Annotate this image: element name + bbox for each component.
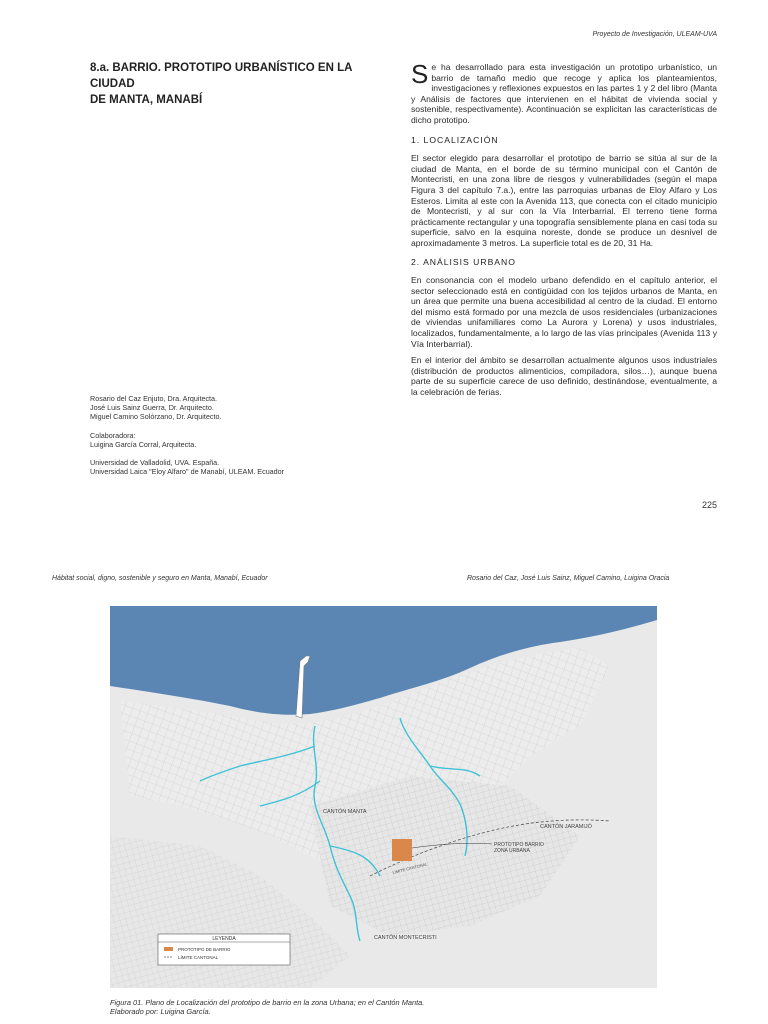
label-canton-manta: CANTÓN MANTA: [323, 809, 367, 815]
caption-line-1: Figura 01. Plano de Localización del prototipo de barrio en la zona Urbana; en el Cantón Manta.: [110, 998, 425, 1007]
intro-paragraph: [411, 59, 717, 126]
prototype-area: [392, 839, 412, 861]
running-header: Proyecto de Investigación, ULEAM-UVA: [592, 31, 717, 38]
intro-text: e ha desarrollado para esta investigación un prototipo urbanístico, un barrio de tamaño medio que recoge y aplica los planteamientos, investigaciones y reflexiones expuestos en las partes 1 y 2 del libro (Manta y Análisis de factores que intervienen en el hábitat de vivienda social y sostenible, respectivamente). Acontinuación se explicitan las características de dicho prototipo.: [411, 62, 717, 125]
heading-localizacion: 1. LOCALIZACIÓN: [411, 134, 499, 145]
label-prototipo-1: PROTOTIPO BARRIO: [494, 842, 544, 848]
location-map: [110, 606, 657, 988]
spread-header-left: Hábitat social, digno, sostenible y seguro en Manta, Manabí, Ecuador: [52, 575, 268, 582]
map-svg: [110, 606, 657, 988]
label-canton-montecristi: CANTÓN MONTECRISTI: [374, 935, 437, 941]
label-limite: LÍMITE CANTONAL: [392, 861, 428, 875]
paragraph-analisis-2: En el interior del ámbito se desarrollan actualmente algunos usos industriales (distribución de productos alimenticios, compiladora, silos…), aunque buena parte de su superficie carece de uso definido, destinándose, eventualmente, a la celebración de ferias.: [411, 355, 717, 398]
map-legend: [158, 934, 290, 965]
paragraph-localizacion: El sector elegido para desarrollar el prototipo de barrio se sitúa al sur de la ciudad de Manta, en el borde de su término municipal con el Cantón de Montecristi, en una zona libre de riesgos y vulnerabilidades (según el mapa Figura 3 del capítulo 7.a.), entre las parroquias urbanas de Eloy Alfaro y Los Esteros. Limita al este con la Avenida 113, que conecta con el citado municipio de Montecristi, y al sur con la Vía Interbarrial. El terreno tiene forma prácticamente rectangular y una topografía sensiblemente plana en casi toda su superficie, salvo en la esquina noreste, donde se produce un desnivel de aproximadamente 3 metros. La superficie total es de 20, 31 Ha.: [411, 153, 717, 248]
caption-line-2: Elaborado por: Luigina García.: [110, 1007, 211, 1016]
institution-line: Universidad Laica "Eloy Alfaro" de Manabí, ULEAM. Ecuador: [90, 467, 285, 477]
heading-analisis: 2. ANÁLISIS URBANO: [411, 256, 516, 267]
legend-title: LEYENDA: [212, 936, 236, 942]
section-title: [90, 60, 390, 108]
legend-swatch-prototype: [164, 947, 173, 951]
page-number: 225: [701, 500, 717, 510]
label-prototipo-2: ZONA URBANA: [494, 848, 530, 854]
paragraph-analisis-1: En consonancia con el modelo urbano defendido en el capítulo anterior, el sector seleccionado está en contigüidad con los tejidos urbanos de Manta, en un área que permite una buena accesibilidad al centro de la ciudad. El entorno del mismo está formado por una mezcla de usos residenciales (urbanizaciones de viviendas unifamiliares como La Aurora y Lorena) y usos industriales, localizados, fundamentalmente, a lo largo de las vías principales (Avenida 113 y Vía Interbarrial).: [411, 275, 717, 349]
collaborator-name: Luigina García Corral, Arquitecta.: [90, 439, 197, 449]
author-line: Miguel Camino Solórzano, Dr. Arquitecto.: [90, 412, 222, 422]
legend-item-prototype: PROTOTIPO DE BARRIO: [178, 947, 231, 952]
title-line-2: DE MANTA, MANABÍ: [90, 94, 203, 106]
body-column: [411, 59, 717, 398]
institution-line: Universidad de Valladolid, UVA. España.: [90, 458, 220, 468]
title-line-1: 8.a. BARRIO. PROTOTIPO URBANÍSTICO EN LA CIUDAD: [90, 62, 352, 90]
author-line: José Luis Sainz Guerra, Dr. Arquitecto.: [90, 403, 214, 413]
spread-header-right: Rosario del Caz, José Luis Sainz, Miguel Camino, Luigina Oracia: [467, 575, 670, 582]
collaborator-label: Colaboradora:: [90, 430, 136, 440]
authors-block: [90, 394, 390, 476]
legend-item-limit: LÍMITE CANTONAL: [178, 955, 219, 960]
label-canton-jaramijo: CANTÓN JARAMIJÓ: [540, 824, 592, 830]
author-line: Rosario del Caz Enjuto, Dra. Arquitecta.: [90, 394, 218, 403]
figure-caption: [110, 998, 670, 1016]
drop-cap: S: [411, 59, 429, 89]
